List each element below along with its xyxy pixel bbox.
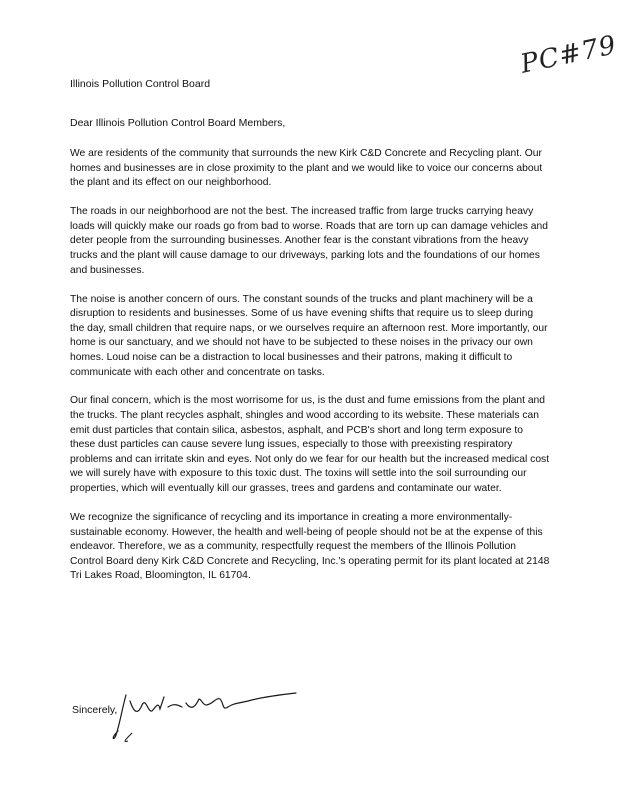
signature-scribble xyxy=(112,683,312,745)
paragraph-request: We recognize the significance of recycling and its importance in creating a more environmentally-sustainable economy. However, the health and well-being of people should not be at the expense of this endeavor. Therefore, we as a community, respectfully request the members of the Illinois Pollution Control Board deny Kirk C&D Concrete and Recycling, Inc.'s operating permit for its plant located at 2148 Tri Lakes Road, Bloomington, IL 61704. xyxy=(70,512,550,582)
closing: Sincerely, xyxy=(72,704,118,716)
addressee: Illinois Pollution Control Board xyxy=(70,78,211,90)
paragraph-introduction: We are residents of the community that surrounds the new Kirk C&D Concrete and Recycling plant. Our homes and businesses are in close proximity to the plant and we would like to voice our concerns about the plant and its effect on our neighborhood. xyxy=(70,148,543,189)
salutation: Dear Illinois Pollution Control Board Members, xyxy=(70,117,286,129)
handwritten-stamp: PC#79 xyxy=(517,30,619,80)
letter-body xyxy=(70,147,550,598)
paragraph-dust: Our final concern, which is the most worrisome for us, is the dust and fume emissions from the plant and the trucks. The plant recycles asphalt, shingles and wood according to its website. These materials can emit dust particles that contain silica, asbestos, asphalt, and PCB's short and long term exposure to these dust particles can cause severe lung issues, especially to those with preexisting respiratory problems and can irritate skin and eyes. Not only do we fear for our health but the increased medical cost we will surely have with exposure to this toxic dust. The toxins will settle into the soil surrounding our properties, which will eventually kill our grasses, trees and gardens and contaminate our water. xyxy=(70,395,550,495)
paragraph-roads: The roads in our neighborhood are not the best. The increased traffic from large trucks carrying heavy loads will quickly make our roads go from bad to worse. Roads that are torn up can damage vehicles and deter people from the surrounding businesses. Another fear is the constant vibrations from the heavy trucks and the plant will cause damage to our driveways, parking lots and the foundations of our homes and businesses. xyxy=(70,206,548,276)
paragraph-noise: The noise is another concern of ours. The constant sounds of the trucks and plant machinery will be a disruption to residents and businesses. Some of us have evening shifts that require us to sleep during the day, small children that require naps, or we ourselves require an afternoon rest. More importantly, our home is our sanctuary, and we should not have to be subjected to these noises in the privacy our own homes. Loud noise can be a distraction to local businesses and their patrons, making it difficult to communicate with each other and concentrate on tasks. xyxy=(70,293,548,378)
